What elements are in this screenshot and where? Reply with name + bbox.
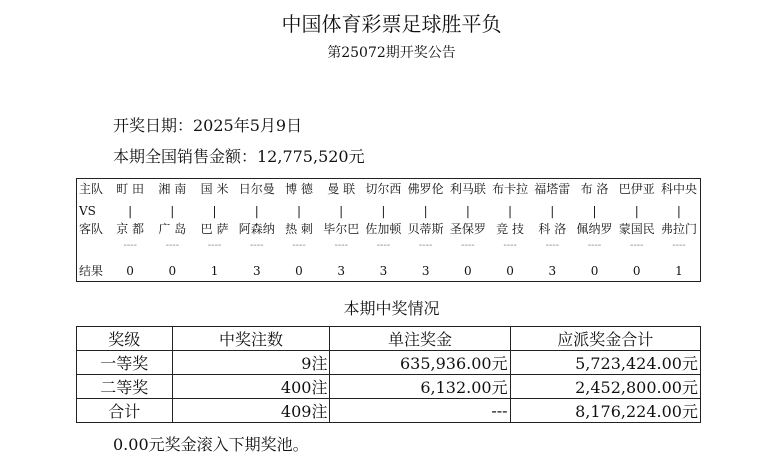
separator-dash: ---- bbox=[334, 240, 348, 251]
vs-mark: | bbox=[170, 204, 175, 218]
match-result: 3 bbox=[421, 264, 430, 278]
match-table bbox=[76, 178, 701, 282]
match-result: 3 bbox=[379, 264, 388, 278]
vs-mark: | bbox=[465, 204, 470, 218]
prize-level: 一等奖 bbox=[77, 351, 173, 375]
away-team: 科 洛 bbox=[538, 222, 567, 236]
match-result: 0 bbox=[632, 264, 641, 278]
match-result: 1 bbox=[210, 264, 219, 278]
dash-cells bbox=[109, 239, 700, 259]
match-result: 0 bbox=[464, 264, 472, 278]
match-result: 0 bbox=[295, 264, 303, 278]
separator-dash: ---- bbox=[165, 240, 180, 251]
match-result: 0 bbox=[506, 264, 514, 278]
vs-mark: | bbox=[508, 204, 513, 218]
vs-mark: | bbox=[676, 204, 681, 218]
away-team: 广 岛 bbox=[158, 222, 187, 236]
sales-amount: 本期全国销售金额：12,775,520元 bbox=[113, 147, 365, 166]
prize-header-row bbox=[77, 327, 701, 351]
separator-dash: ---- bbox=[461, 240, 475, 251]
prize-total: 8,176,224.00元 bbox=[510, 399, 700, 423]
separator-dash: ---- bbox=[672, 240, 686, 251]
away-team: 京 都 bbox=[116, 222, 145, 236]
away-team: 竞 技 bbox=[496, 222, 524, 236]
result-label: 结果 bbox=[79, 264, 104, 278]
home-team: 科中央 bbox=[660, 182, 697, 196]
away-team: 佐加顿 bbox=[365, 222, 402, 236]
prize-total: 5,723,424.00元 bbox=[510, 351, 700, 375]
home-team: 曼 联 bbox=[327, 182, 356, 196]
separator-dash: ---- bbox=[123, 240, 137, 251]
header-total: 应派奖金合计 bbox=[510, 327, 700, 351]
away-team: 贝蒂斯 bbox=[407, 222, 444, 236]
match-result: 3 bbox=[548, 264, 557, 278]
header-level: 奖级 bbox=[77, 327, 173, 351]
header-unit: 单注奖金 bbox=[330, 327, 510, 351]
match-result: 0 bbox=[168, 264, 177, 278]
separator-dash: ---- bbox=[629, 240, 644, 251]
home-cells bbox=[109, 179, 700, 199]
draw-date: 开奖日期：2025年5月9日 bbox=[113, 116, 303, 135]
home-team: 湘 南 bbox=[158, 182, 187, 196]
vs-mark: | bbox=[381, 204, 386, 218]
home-team: 福塔雷 bbox=[534, 182, 571, 196]
vs-mark: | bbox=[212, 204, 217, 218]
away-label: 客队 bbox=[79, 222, 104, 236]
prize-level: 二等奖 bbox=[77, 375, 173, 399]
separator-dash: ---- bbox=[250, 240, 264, 251]
separator-dash: ---- bbox=[545, 240, 560, 251]
away-team: 蒙国民 bbox=[618, 222, 655, 236]
away-team: 毕尔巴 bbox=[323, 222, 360, 236]
prize-unit: 635,936.00元 bbox=[330, 351, 510, 375]
away-team: 佩纳罗 bbox=[576, 222, 613, 236]
home-team: 佛罗伦 bbox=[407, 182, 444, 196]
away-team: 阿森纳 bbox=[238, 222, 275, 236]
vs-mark: | bbox=[339, 204, 344, 218]
separator-dash: ---- bbox=[503, 240, 517, 251]
away-team: 圣保罗 bbox=[449, 222, 486, 236]
vs-cells bbox=[109, 201, 700, 221]
prize-count: 409注 bbox=[172, 399, 330, 423]
home-team: 巴伊亚 bbox=[618, 182, 655, 196]
rollover-note: 0.00元奖金滚入下期奖池。 bbox=[113, 435, 309, 454]
home-team: 日尔曼 bbox=[238, 182, 275, 196]
vs-mark: | bbox=[550, 204, 555, 218]
home-team: 布 洛 bbox=[580, 182, 609, 196]
away-team: 巴 萨 bbox=[200, 222, 229, 236]
match-result: 0 bbox=[126, 264, 134, 278]
prize-count: 9注 bbox=[172, 351, 330, 375]
home-team: 切尔西 bbox=[365, 182, 402, 196]
home-team: 布卡拉 bbox=[492, 182, 529, 196]
match-result: 3 bbox=[337, 264, 346, 278]
separator-dash: ---- bbox=[418, 240, 433, 251]
home-label: 主队 bbox=[79, 182, 104, 196]
prize-total: 2,452,800.00元 bbox=[510, 375, 700, 399]
prize-row bbox=[77, 399, 701, 423]
result-cells bbox=[109, 261, 700, 281]
match-result: 0 bbox=[590, 264, 599, 278]
issue-subtitle: 第25072期开奖公告 bbox=[327, 45, 456, 61]
prize-level: 合计 bbox=[77, 399, 173, 423]
separator-dash: ---- bbox=[292, 240, 306, 251]
header-count: 中奖注数 bbox=[172, 327, 330, 351]
vs-row bbox=[77, 201, 700, 221]
prize-unit: 6,132.00元 bbox=[330, 375, 510, 399]
match-result: 1 bbox=[675, 264, 683, 278]
away-team: 弗拉门 bbox=[660, 222, 697, 236]
match-result: 3 bbox=[252, 264, 261, 278]
prize-table bbox=[76, 326, 701, 423]
vs-label: VS bbox=[79, 204, 96, 218]
prize-row bbox=[77, 351, 701, 375]
prize-unit: --- bbox=[330, 399, 510, 423]
home-team: 国 米 bbox=[200, 182, 229, 196]
vs-mark: | bbox=[296, 204, 301, 218]
away-cells bbox=[109, 219, 700, 239]
away-team: 热 刺 bbox=[285, 222, 313, 236]
separator-dash: ---- bbox=[587, 240, 602, 251]
home-row bbox=[77, 179, 700, 199]
vs-mark: | bbox=[592, 204, 597, 218]
prize-count: 400注 bbox=[172, 375, 330, 399]
home-team: 博 德 bbox=[285, 182, 313, 196]
prize-row bbox=[77, 375, 701, 399]
separator-dash: ---- bbox=[376, 240, 391, 251]
vs-mark: | bbox=[634, 204, 639, 218]
away-row bbox=[77, 219, 700, 239]
separator-dash: ---- bbox=[207, 240, 222, 251]
home-team: 町 田 bbox=[116, 182, 145, 196]
dash-row bbox=[77, 239, 700, 259]
result-row bbox=[77, 261, 700, 281]
page-title: 中国体育彩票足球胜平负 bbox=[281, 12, 502, 36]
vs-mark: | bbox=[128, 204, 133, 218]
prize-section-title: 本期中奖情况 bbox=[343, 299, 440, 318]
vs-mark: | bbox=[254, 204, 259, 218]
vs-mark: | bbox=[423, 204, 428, 218]
home-team: 利马联 bbox=[449, 182, 486, 196]
